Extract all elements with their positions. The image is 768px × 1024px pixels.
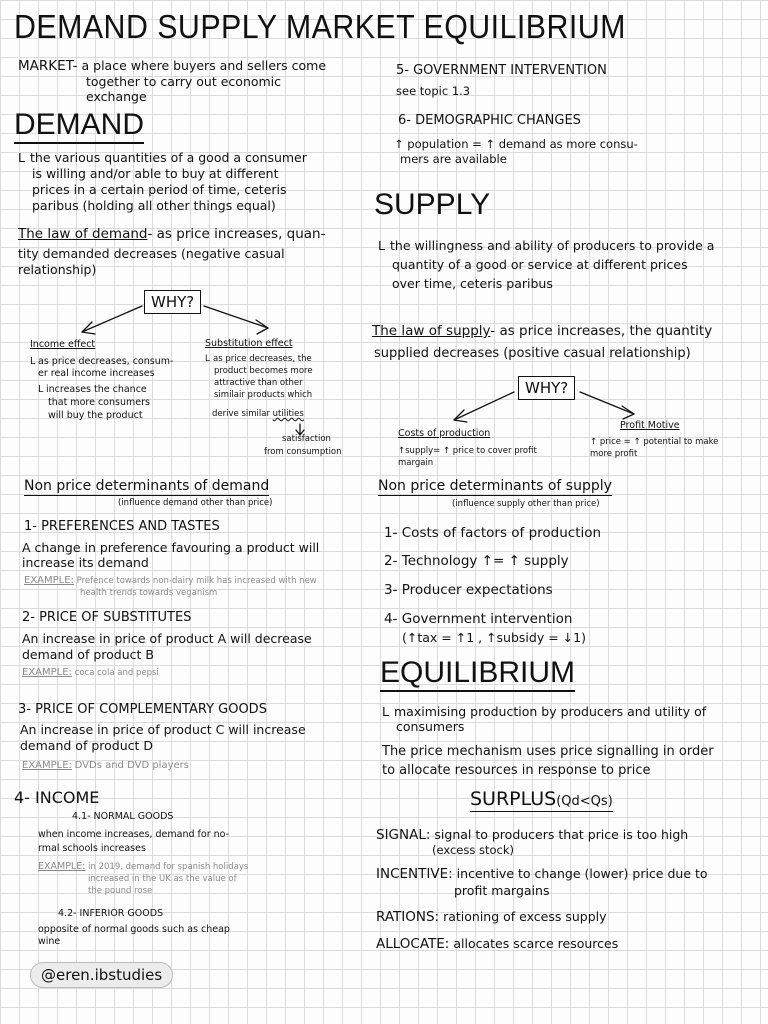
demand-why-left-arrow xyxy=(82,306,142,332)
law-of-demand xyxy=(18,226,325,242)
demand-def-1: L the various quantities of a good a consumer xyxy=(18,150,307,165)
supply-factor-2: 2- Technology ↑= ↑ supply xyxy=(384,553,569,569)
supply-factor-4b: (↑tax = ↑1 , ↑subsidy = ↓1) xyxy=(402,630,586,645)
market-text-3: exchange xyxy=(86,89,147,104)
law-of-demand-title: The law of demand xyxy=(18,226,148,242)
profit-motive-1: ↑ price = ↑ potential to make xyxy=(590,437,719,447)
substitution-effect-5: derive similar utilities xyxy=(212,409,304,419)
demand-why-right-arrow xyxy=(204,306,268,328)
signal-row: SIGNAL: signal to producers that price is too high xyxy=(376,827,689,843)
law-of-supply-2: supplied decreases (positive casual relationship) xyxy=(374,346,691,361)
rations-row: RATIONS: rationing of excess supply xyxy=(376,909,607,925)
law-of-demand-2: tity demanded decreases (negative casual xyxy=(18,246,285,261)
demand-heading: DEMAND xyxy=(14,108,144,142)
supply-def-2: quantity of a good or service at different prices xyxy=(392,257,688,272)
supply-why-right-arrow-head xyxy=(622,406,634,419)
incentive-row-2: profit margains xyxy=(454,883,550,898)
demand-why-left-arrow-head xyxy=(82,322,95,334)
author-handle: @eren.ibstudies xyxy=(30,962,173,988)
substitution-effect-1: L as price decreases, the xyxy=(205,354,312,364)
demand-why-box: WHY? xyxy=(144,290,201,314)
substitution-effect-4: similair products which xyxy=(214,390,313,400)
equilibrium-def-1: L maximising production by producers and utility of xyxy=(382,704,707,719)
income-effect-1: L as price decreases, consum- xyxy=(30,356,174,367)
costs-of-production-1: ↑supply= ↑ price to cover profit xyxy=(398,446,537,456)
income-effect-2: er real income increases xyxy=(38,368,155,379)
nonprice-demand-subtitle: (influence demand other than price) xyxy=(118,498,273,508)
complementary-1: An increase in price of product C will increase xyxy=(20,722,306,737)
substitution-effect-2: product becomes more xyxy=(214,366,313,376)
signal-row-2: (excess stock) xyxy=(432,843,515,857)
demand-def-3: prices in a certain period of time, ceteris xyxy=(32,182,287,197)
demand-why-right-arrow-head xyxy=(256,320,268,334)
substitutes-title: 2- PRICE OF SUBSTITUTES xyxy=(22,610,192,625)
supply-def-1: L the willingness and ability of producers to provide a xyxy=(378,238,715,253)
law-of-supply xyxy=(372,323,712,339)
normal-goods-example: EXAMPLE: in 2019, demand for spanish holidays xyxy=(38,861,249,872)
demand-def-2: is willing and/or able to buy at different xyxy=(32,166,279,181)
government-text: see topic 1.3 xyxy=(396,84,471,98)
demographic-1: ↑ population = ↑ demand as more consu- xyxy=(394,137,638,151)
preferences-example-2: health trends towards veganism xyxy=(80,588,218,598)
market-text-2: together to carry out economic xyxy=(86,74,282,89)
law-of-demand-rest: - as price increases, quan- xyxy=(147,226,326,242)
costs-of-production-2: margain xyxy=(398,458,434,468)
preferences-example: EXAMPLE: Prefence towards non-dairy milk has increased with new xyxy=(24,575,317,586)
satisfaction-2: from consumption xyxy=(264,447,342,457)
market-label: MARKET- xyxy=(18,58,78,74)
demographic-2: mers are available xyxy=(400,152,507,166)
substitutes-2: demand of product B xyxy=(22,647,154,662)
normal-goods-title: 4.1- NORMAL GOODS xyxy=(72,811,174,822)
inferior-goods-title: 4.2- INFERIOR GOODS xyxy=(58,908,164,919)
demographic-title: 6- DEMOGRAPHIC CHANGES xyxy=(398,113,581,128)
supply-factor-1: 1- Costs of factors of production xyxy=(384,525,602,541)
substitutes-example: EXAMPLE: coca cola and pepsi xyxy=(22,667,159,678)
income-title: 4- INCOME xyxy=(14,788,100,807)
demand-def-4: paribus (holding all other things equal) xyxy=(32,198,276,213)
complementary-title: 3- PRICE OF COMPLEMENTARY GOODS xyxy=(18,702,267,717)
satisfaction-1: satisfaction xyxy=(282,434,331,444)
supply-why-box: WHY? xyxy=(518,376,575,400)
supply-def-3: over time, ceteris paribus xyxy=(392,276,553,291)
incentive-row: INCENTIVE: incentive to change (lower) price due to xyxy=(376,866,708,882)
equilibrium-heading: EQUILIBRIUM xyxy=(380,656,575,690)
nonprice-demand-title: Non price determinants of demand xyxy=(24,478,270,494)
inferior-goods-2: wine xyxy=(38,936,61,947)
substitution-effect-3: attractive than other xyxy=(214,378,303,388)
complementary-2: demand of product D xyxy=(20,738,153,753)
normal-goods-example-2: increased in the UK as the value of xyxy=(88,874,237,884)
law-of-supply-rest: - as price increases, the quantity xyxy=(490,323,713,339)
page-title: DEMAND SUPPLY MARKET EQUILIBRIUM xyxy=(14,8,626,45)
normal-goods-1: when income increases, demand for no- xyxy=(38,829,230,840)
government-title: 5- GOVERNMENT INTERVENTION xyxy=(396,63,607,78)
market-text-1: a place where buyers and sellers come xyxy=(81,58,327,73)
profit-motive-title: Profit Motive xyxy=(620,420,680,431)
profit-motive-2: more profit xyxy=(590,449,638,459)
substitution-effect-title: Substitution effect xyxy=(205,338,293,349)
price-mechanism-1: The price mechanism uses price signalling in order xyxy=(382,744,714,759)
normal-goods-2: rmal schools increases xyxy=(38,843,146,854)
price-mechanism-2: to allocate resources in response to price xyxy=(382,763,651,778)
income-effect-3: L increases the chance xyxy=(38,384,147,395)
market-definition xyxy=(18,58,326,74)
surplus-title: SURPLUS(Qd<Qs) xyxy=(470,788,613,810)
inferior-goods-1: opposite of normal goods such as cheap xyxy=(38,924,230,935)
supply-factor-3: 3- Producer expectations xyxy=(384,582,553,598)
income-effect-4: that more consumers xyxy=(48,397,150,408)
substitutes-1: An increase in price of product A will decrease xyxy=(22,631,312,646)
supply-why-left-arrow-head xyxy=(454,410,467,422)
supply-heading: SUPPLY xyxy=(374,188,491,221)
income-effect-title: Income effect xyxy=(30,339,96,350)
complementary-example: EXAMPLE: DVDs and DVD players xyxy=(22,760,189,771)
nonprice-supply-subtitle: (influence supply other than price) xyxy=(452,499,600,509)
preferences-1: A change in preference favouring a product will xyxy=(22,540,320,555)
supply-why-left-arrow xyxy=(454,392,514,420)
allocate-row: ALLOCATE: allocates scarce resources xyxy=(376,936,619,952)
equilibrium-def-2: consumers xyxy=(396,719,465,734)
nonprice-supply-title: Non price determinants of supply xyxy=(378,478,612,494)
preferences-2: increase its demand xyxy=(22,555,149,570)
normal-goods-example-3: the pound rose xyxy=(88,886,153,896)
costs-of-production-title: Costs of production xyxy=(398,428,491,439)
income-effect-5: will buy the product xyxy=(48,410,143,421)
preferences-title: 1- PREFERENCES AND TASTES xyxy=(24,519,220,534)
law-of-supply-title: The law of supply xyxy=(372,323,491,339)
law-of-demand-3: relationship) xyxy=(18,262,97,277)
supply-why-right-arrow xyxy=(580,392,634,414)
supply-factor-4: 4- Government intervention xyxy=(384,611,573,627)
